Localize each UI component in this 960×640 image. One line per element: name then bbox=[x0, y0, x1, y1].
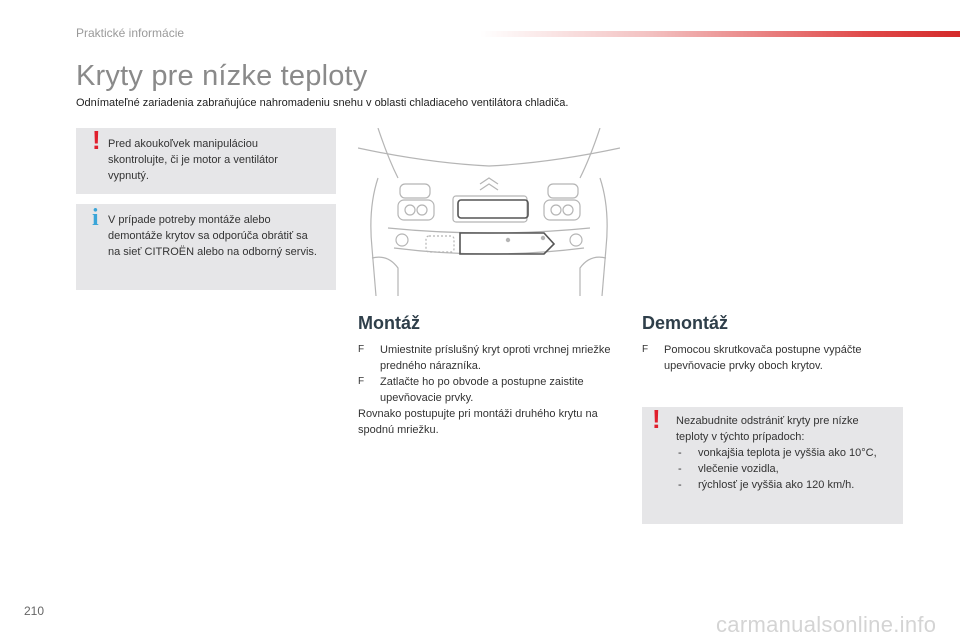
section-label: Praktické informácie bbox=[76, 26, 185, 40]
warning-box-remove-covers bbox=[642, 404, 903, 524]
watermark-text: carmanualsonline.info bbox=[716, 612, 937, 637]
bullet-symbol: F bbox=[642, 344, 649, 355]
montaz-paragraph: Rovnako postupujte pri montáži druhého krytu na spodnú mriežku. bbox=[358, 408, 598, 436]
list-item: - vlečenie vozidla, bbox=[676, 461, 888, 477]
bullet-symbol: F bbox=[358, 376, 365, 387]
warning-remove-list bbox=[676, 445, 888, 493]
warning-text: Pred akoukoľvek manipuláciou skontrolujte, či je motor a ventilátor vypnutý. bbox=[108, 138, 278, 182]
warning-remove-intro: Nezabudnite odstrániť kryty pre nízke teploty v týchto prípadoch: bbox=[676, 415, 859, 443]
intro-text: Odnímateľné zariadenia zabraňujúce nahromadeniu snehu v oblasti chladiaceho ventilátora chladiča. bbox=[76, 97, 569, 109]
bullet-symbol: F bbox=[358, 344, 365, 355]
page-title: Kryty pre nízke teploty bbox=[76, 60, 368, 92]
montaz-bullet-1 bbox=[358, 342, 618, 374]
heading-montaz: Montáž bbox=[358, 313, 420, 333]
warning-box-motor bbox=[76, 125, 336, 194]
list-item: - vonkajšia teplota je vyššia ako 10°C, bbox=[676, 445, 888, 461]
montaz-bullet-text: Umiestnite príslušný kryt oproti vrchnej mriežke predného nárazníka. bbox=[380, 344, 611, 372]
list-item: - rýchlosť je vyššia ako 120 km/h. bbox=[676, 477, 888, 493]
info-box-service bbox=[76, 204, 336, 290]
car-front-svg bbox=[358, 128, 620, 296]
car-front-grille-illustration bbox=[358, 128, 620, 296]
demontaz-bullet-1 bbox=[642, 342, 902, 374]
heading-demontaz: Demontáž bbox=[642, 313, 729, 333]
page-number: 210 bbox=[24, 604, 45, 618]
demontaz-bullet-text: Pomocou skrutkovača postupne vypáčte upevňovacie prvky oboch krytov. bbox=[664, 344, 862, 372]
info-icon: i bbox=[92, 205, 99, 231]
header-accent-bar bbox=[480, 31, 960, 37]
warning-exclamation-icon: ! bbox=[652, 404, 661, 434]
montaz-bullet-text: Zatlačte ho po obvode a postupne zaistite upevňovacie prvky. bbox=[380, 376, 584, 404]
montaz-bullet-2 bbox=[358, 374, 618, 406]
warning-remove-text bbox=[676, 413, 888, 493]
warning-exclamation-icon: ! bbox=[92, 125, 101, 155]
info-text: V prípade potreby montáže alebo demontáže krytov sa odporúča obrátiť sa na sieť CITROËN alebo na odborný servis. bbox=[108, 214, 317, 258]
